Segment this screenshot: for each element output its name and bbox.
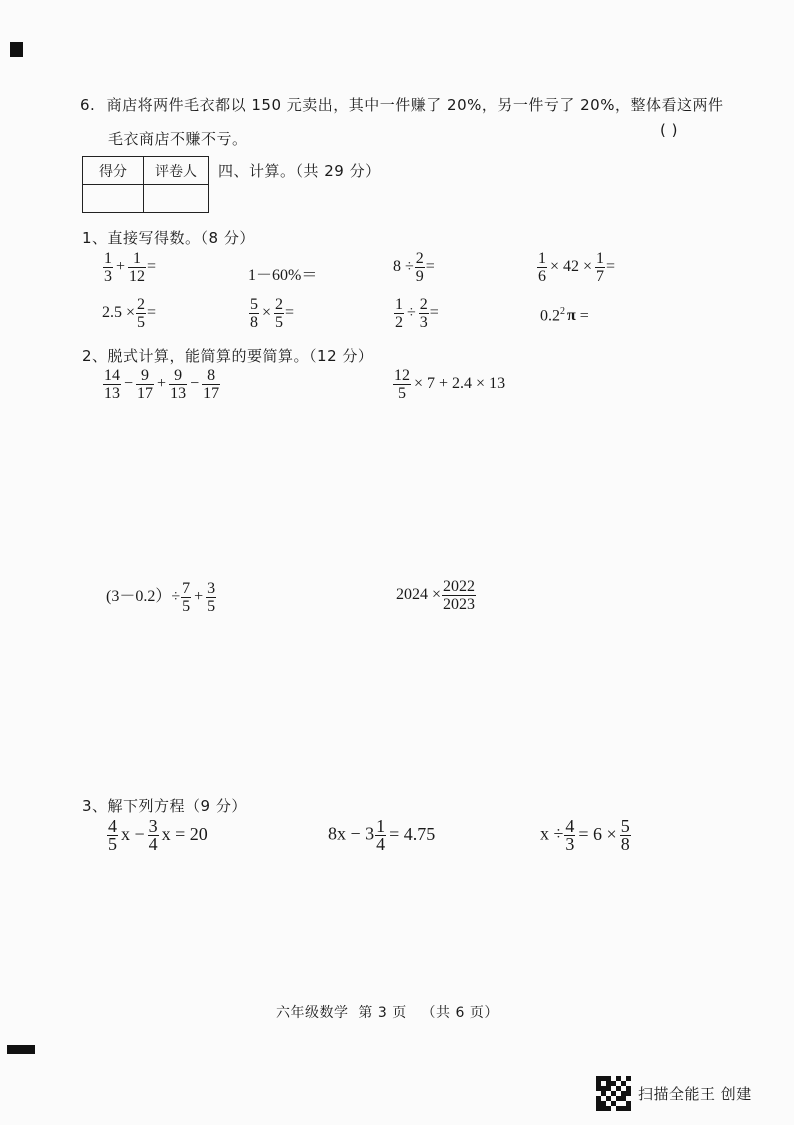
expr-1b: 1－60%＝ [248,267,318,284]
question-6-line2: 毛衣商店不赚不亏。 [108,130,248,148]
grader-header: 评卷人 [144,157,209,185]
answer-parentheses: ( ) [660,121,678,139]
expr-2b: $\frac{12}{5}$ × 7 + 2.4 × 13 [394,367,506,402]
watermark-text: 扫描全能王 创建 [638,1085,752,1103]
expr-2d: 2024 × $\frac{2022}{2023}$ [396,578,476,613]
score-header: 得分 [83,157,144,185]
expr-1c: 8 ÷ $\frac{2}{9}$ = [393,250,435,285]
expr-2c: (3－0.2）÷ $\frac{7}{5}$ + $\frac{3}{5}$ [106,580,216,615]
question-6-number: 6. [80,96,96,114]
expr-1e: 2.5 × $\frac{2}{5}$ = [102,296,157,331]
section-4-title: 四、计算。（共 29 分） [218,162,381,180]
part-2-title: 2、脱式计算，能简算的要简算。（12 分） [82,347,374,365]
qr-code-icon [596,1076,631,1111]
equation-1: $\frac{4}{5}$ x − $\frac{3}{4}$ x = 20 [108,816,208,854]
question-6-line1: 商店将两件毛衣都以 150 元卖出，其中一件赚了 20%，另一件亏了 20%，整体看这两件 [106,96,724,114]
expr-1f: $\frac{5}{8}$ × $\frac{2}{5}$ = [250,296,295,331]
expr-2a: $\frac{14}{13}$ − $\frac{9}{17}$ + $\frac{9}{13}$ − $\frac{8}{17}$ [104,367,220,402]
score-cell [83,185,144,213]
expr-1d: $\frac{1}{6}$ × 42 × $\frac{1}{7}$ = [538,250,616,285]
question-6 [80,94,723,115]
part-1-title: 1、直接写得数。（8 分） [82,229,255,247]
score-table [82,156,209,213]
grader-cell [144,185,209,213]
expr-1g: $\frac{1}{2}$ ÷ $\frac{2}{3}$ = [395,296,439,331]
part-3-title: 3、解下列方程（9 分） [82,797,247,815]
page-footer: 六年级数学 第 3 页 （共 6 页） [276,1005,499,1021]
expr-1a: $\frac{1}{3}$ + $\frac{1}{12}$ = [104,250,157,285]
expr-1h: $0.2^2$ π = [540,306,589,325]
scan-mark-top-left [10,42,23,57]
equation-3: x ÷ $\frac{4}{3}$ = 6 × $\frac{5}{8}$ [540,816,630,854]
scan-mark-bottom-left [7,1045,35,1054]
equation-2: 8x − 3 $\frac{1}{4}$ = 4.75 [328,816,436,854]
